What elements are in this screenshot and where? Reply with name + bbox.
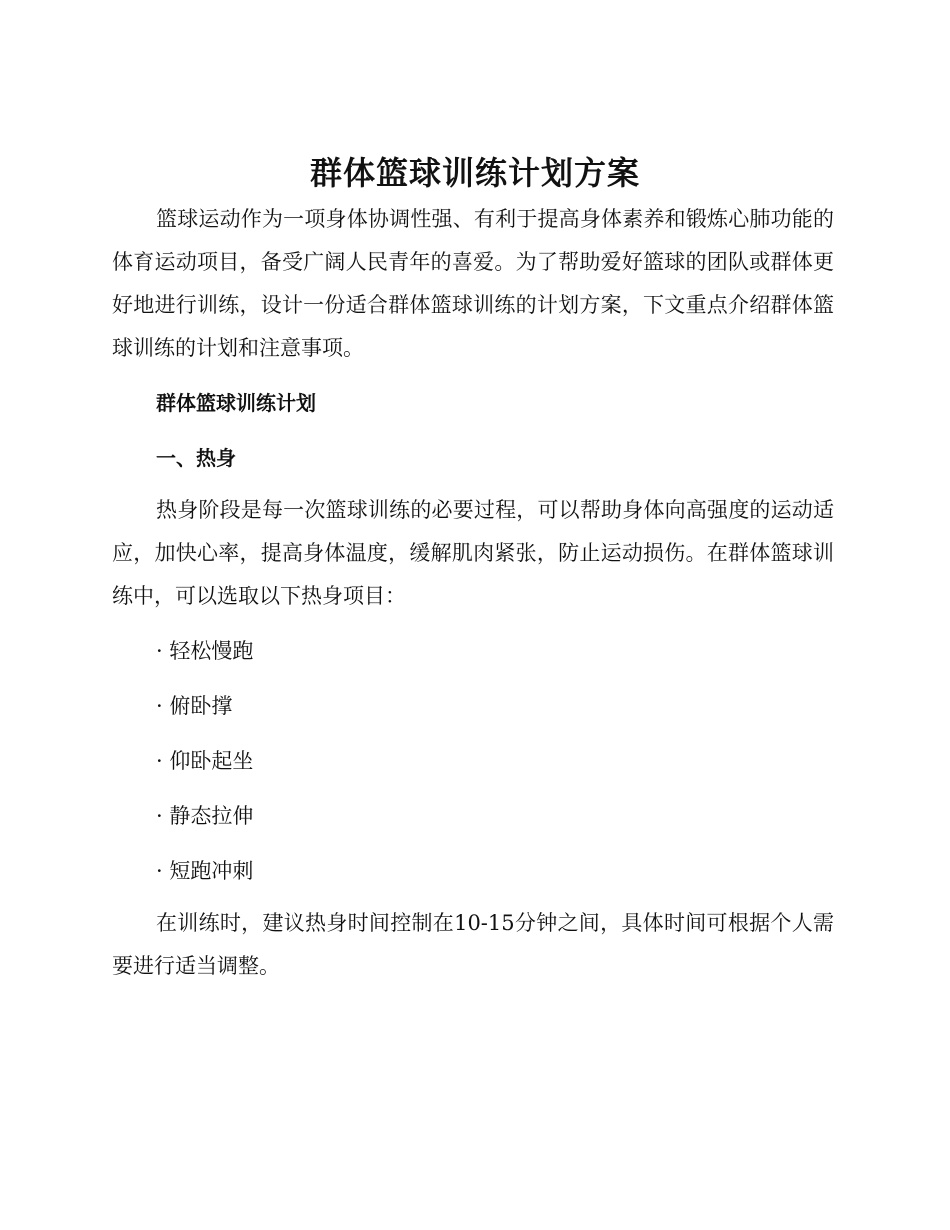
warmup-list-item: · 静态拉伸 xyxy=(156,804,254,828)
intro-paragraph: 篮球运动作为一项身体协调性强、有利于提高身体素养和锻炼心肺功能的体育运动项目，备受广阔人民青年的喜爱。为了帮助爱好篮球的团队或群体更好地进行训练，设计一份适合群体篮球训练的计划方案，下文重点介绍群体篮球训练的计划和注意事项。 xyxy=(112,207,834,360)
warmup-paragraph: 热身阶段是每一次篮球训练的必要过程，可以帮助身体向高强度的运动适应，加快心率，提高身体温度，缓解肌肉紧张，防止运动损伤。在群体篮球训练中，可以选取以下热身项目： xyxy=(112,498,834,608)
warmup-list-item: · 短跑冲刺 xyxy=(156,859,254,883)
warmup-list-item: · 仰卧起坐 xyxy=(156,749,254,773)
warmup-list-item: · 轻松慢跑 xyxy=(156,639,254,663)
document-title: 群体篮球训练计划方案 xyxy=(309,154,640,192)
closing-paragraph: 在训练时，建议热身时间控制在10-15分钟之间，具体时间可根据个人需要进行适当调整。 xyxy=(112,911,834,978)
warmup-list-item: · 俯卧撑 xyxy=(156,694,233,718)
section-heading: 群体篮球训练计划 xyxy=(156,391,316,415)
subsection-heading-warmup: 一、热身 xyxy=(156,446,236,470)
